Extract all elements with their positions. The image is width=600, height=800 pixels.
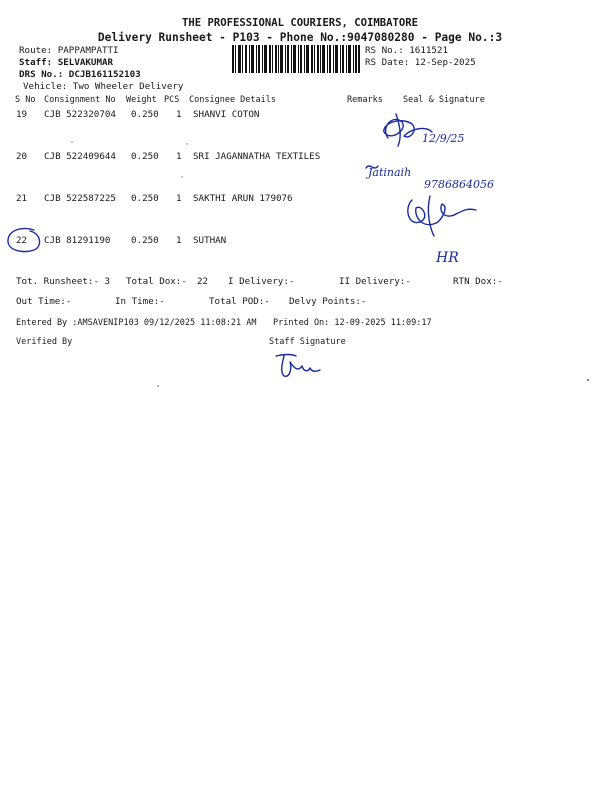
row-pcs: 1 [176, 109, 182, 120]
row-consignment: CJB 522409644 [44, 151, 116, 162]
col-header-remarks: Remarks [347, 95, 383, 105]
company-title: THE PROFESSIONAL COURIERS, COIMBATORE [182, 17, 418, 29]
row-pcs: 1 [176, 235, 182, 246]
row-consignee: SRI JAGANNATHA TEXTILES [193, 151, 321, 162]
printed-on: Printed On: 12-09-2025 11:09:17 [273, 318, 432, 328]
handwritten-phone: 9786864056 [424, 178, 494, 191]
drs-number: DRS No.: DCJB161152103 [19, 69, 141, 80]
row-consignment: CJB 81291190 [44, 235, 111, 246]
tot-runsheet: Tot. Runsheet:- 3 [16, 276, 111, 287]
staff-signature-label: Staff Signature [269, 337, 346, 347]
rs-date: RS Date: 12-Sep-2025 [365, 57, 476, 68]
verified-by: Verified By [16, 337, 73, 347]
row-sno: 19 [16, 109, 28, 120]
handwritten-name: Jatinaih [368, 166, 412, 179]
rtn-dox: RTN Dox:- [453, 276, 503, 287]
row-pcs: 1 [176, 193, 182, 204]
row-consignment: CJB 522320704 [44, 109, 116, 120]
row-sno: 20 [16, 151, 28, 162]
vehicle-label: Vehicle: Two Wheeler Delivery [23, 81, 184, 92]
row-consignee: SAKTHI ARUN 179076 [193, 193, 293, 204]
row-consignee: SUTHAN [193, 235, 227, 246]
row-consignee: SHANVI COTON [193, 109, 260, 120]
col-header-consignment: Consignment No [44, 95, 116, 105]
row-pcs: 1 [176, 151, 182, 162]
route-label: Route: PAPPAMPATTI [19, 45, 119, 56]
staff-label: Staff: SELVAKUMAR [19, 57, 114, 68]
col-header-consignee: Consignee Details [189, 95, 276, 105]
row-weight: 0.250 [131, 109, 159, 120]
i-delivery: I Delivery:- [228, 276, 295, 287]
row-sno: 21 [16, 193, 28, 204]
ii-delivery: II Delivery:- [339, 276, 411, 287]
row-weight: 0.250 [131, 151, 159, 162]
total-dox-value: 22 [197, 276, 209, 287]
row-weight: 0.250 [131, 235, 159, 246]
row-weight: 0.250 [131, 193, 159, 204]
out-time: Out Time:- [16, 296, 72, 307]
row-consignment: CJB 522587225 [44, 193, 116, 204]
total-dox-label: Total Dox:- [126, 276, 187, 287]
col-header-seal: Seal & Signature [403, 95, 485, 105]
entered-by: Entered By :AMSAVENIP103 09/12/2025 11:08:21 AM [16, 318, 257, 328]
handwritten-initials: HR [436, 250, 459, 266]
total-pod: Total POD:- [209, 296, 270, 307]
col-header-sno: S No [15, 95, 36, 105]
delvy-points: Delvy Points:- [289, 296, 367, 307]
handwritten-date: 12/9/25 [422, 132, 465, 145]
col-header-weight: Weight [126, 95, 157, 105]
runsheet-title: Delivery Runsheet - P103 - Phone No.:9047080280 - Page No.:3 [97, 31, 503, 44]
row-sno: 22 [16, 235, 28, 246]
in-time: In Time:- [115, 296, 165, 307]
rs-number: RS No.: 1611521 [365, 45, 448, 56]
col-header-pcs: PCS [164, 95, 180, 105]
